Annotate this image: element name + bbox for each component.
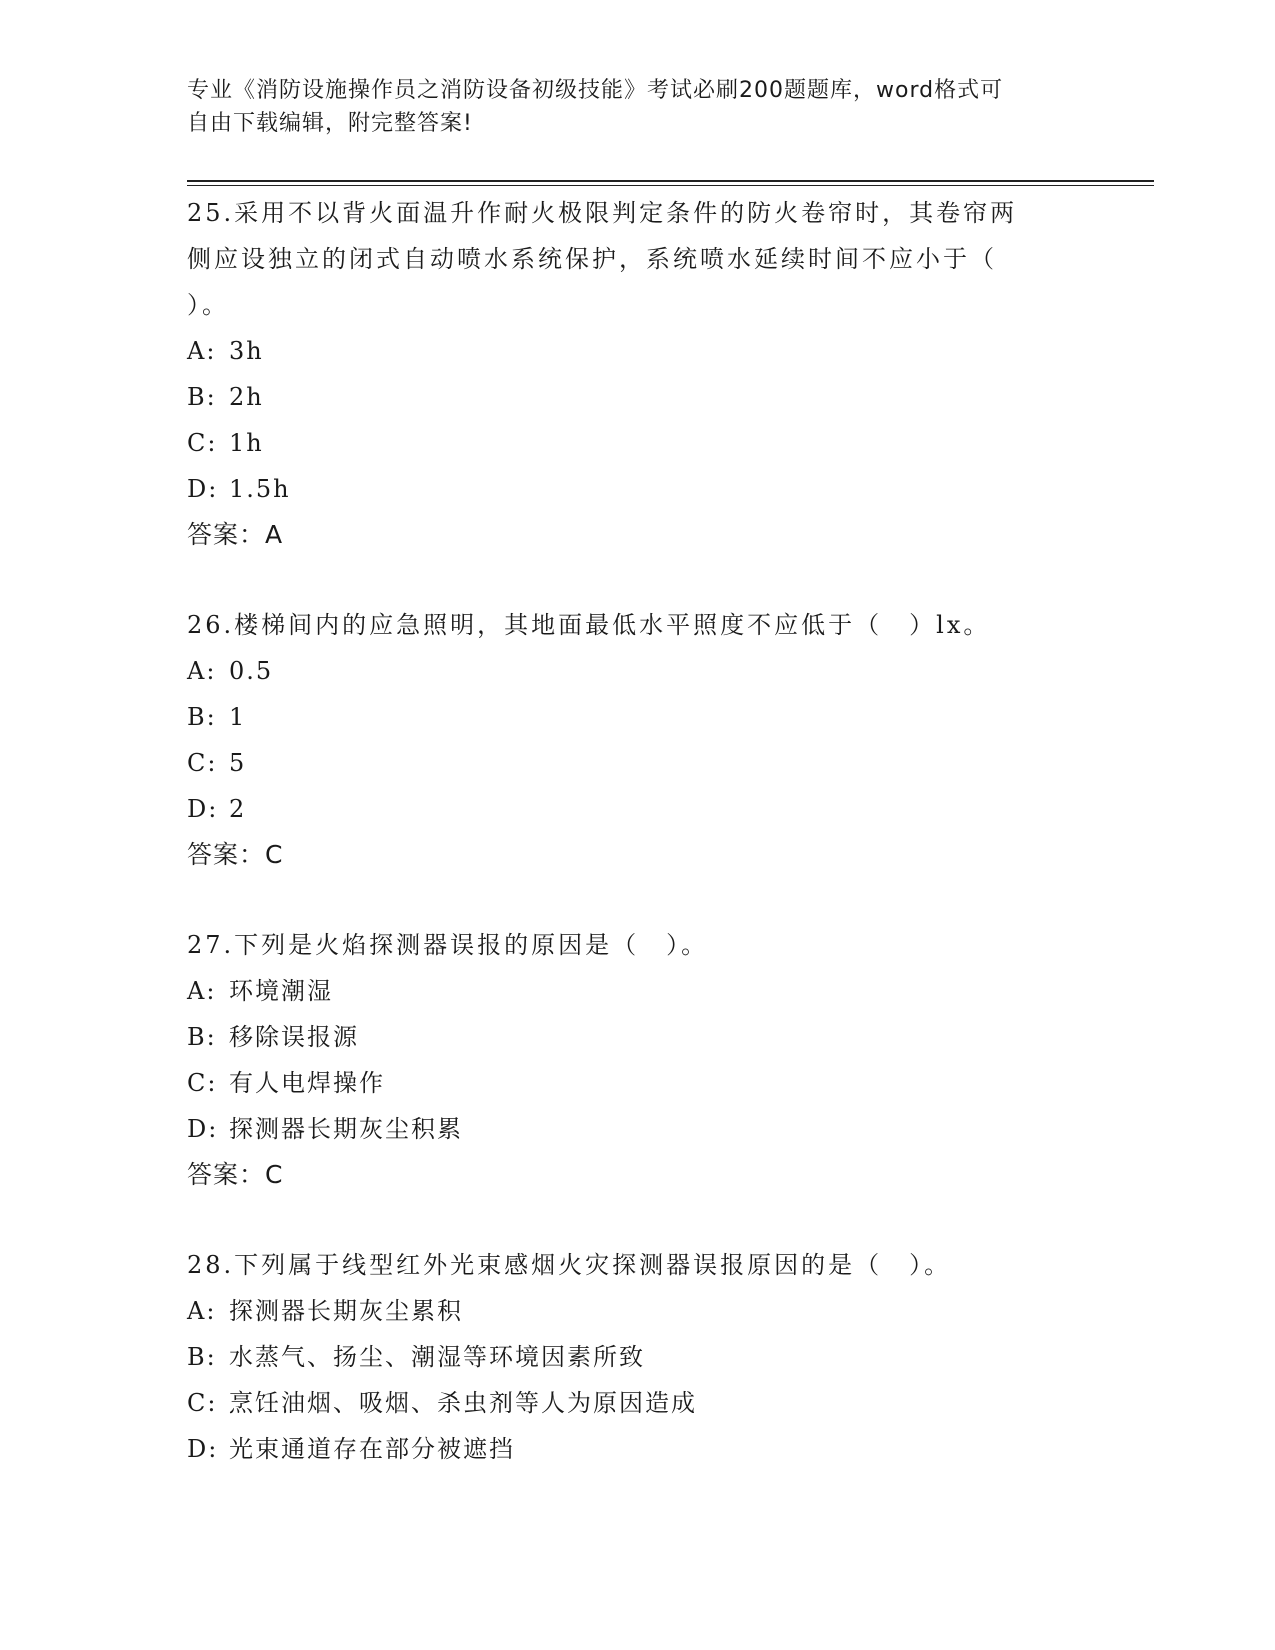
option-letter: C: [187, 749, 218, 777]
option-text: 2 [229, 795, 247, 823]
option-text: 有人电焊操作 [229, 1069, 385, 1097]
option-text: 1 [229, 703, 247, 731]
option-a [187, 968, 1087, 1014]
option-letter: D: [187, 1115, 219, 1143]
option-letter: B: [187, 1343, 217, 1371]
option-d [187, 1426, 1087, 1472]
option-letter: A: [187, 337, 217, 365]
option-a [187, 648, 1087, 694]
option-text: 5 [229, 749, 247, 777]
header-divider-thin [187, 185, 1154, 186]
document-header [187, 74, 1067, 140]
option-letter: D: [187, 795, 219, 823]
option-letter: D: [187, 1435, 219, 1463]
header-divider-thick [187, 180, 1154, 182]
option-d [187, 786, 1087, 832]
option-c [187, 420, 1087, 466]
option-a [187, 328, 1087, 374]
question-25 [187, 190, 1087, 558]
option-letter: C: [187, 1389, 218, 1417]
option-b [187, 694, 1087, 740]
option-letter: C: [187, 429, 218, 457]
header-line-2: 自由下载编辑，附完整答案! [187, 111, 473, 136]
question-stem-line: 26.楼梯间内的应急照明，其地面最低水平照度不应低于（ ）lx。 [187, 611, 991, 639]
option-c [187, 740, 1087, 786]
answer-line: 答案：C [187, 1160, 284, 1189]
option-a [187, 1288, 1087, 1334]
question-stem-line: 侧应设独立的闭式自动喷水系统保护，系统喷水延续时间不应小于（ [187, 245, 997, 273]
question-27 [187, 922, 1087, 1198]
option-text: 光束通道存在部分被遮挡 [229, 1435, 515, 1463]
question-28 [187, 1242, 1087, 1472]
option-text: 0.5 [229, 657, 274, 685]
option-c [187, 1380, 1087, 1426]
option-letter: C: [187, 1069, 218, 1097]
option-text: 环境潮湿 [229, 977, 333, 1005]
option-text: 移除误报源 [229, 1023, 359, 1051]
option-text: 1.5h [229, 475, 291, 503]
option-letter: D: [187, 475, 219, 503]
option-text: 2h [229, 383, 264, 411]
option-b [187, 1334, 1087, 1380]
question-stem-line: 28.下列属于线型红外光束感烟火灾探测器误报原因的是（ ）。 [187, 1251, 952, 1279]
answer-line: 答案：A [187, 520, 284, 549]
option-text: 探测器长期灰尘累积 [229, 1297, 463, 1325]
option-b [187, 1014, 1087, 1060]
option-letter: B: [187, 383, 217, 411]
option-b [187, 374, 1087, 420]
question-stem-line: 27.下列是火焰探测器误报的原因是（ ）。 [187, 931, 709, 959]
option-letter: A: [187, 1297, 217, 1325]
question-26 [187, 602, 1087, 878]
option-c [187, 1060, 1087, 1106]
question-stem-line: ）。 [187, 291, 229, 319]
option-letter: A: [187, 977, 217, 1005]
option-letter: A: [187, 657, 217, 685]
answer-line: 答案：C [187, 840, 284, 869]
option-letter: B: [187, 703, 217, 731]
question-list [187, 190, 1087, 1516]
option-d [187, 466, 1087, 512]
option-letter: B: [187, 1023, 217, 1051]
header-line-1: 专业《消防设施操作员之消防设备初级技能》考试必刷200题题库，word格式可 [187, 78, 1004, 103]
option-text: 3h [229, 337, 264, 365]
option-text: 水蒸气、扬尘、潮湿等环境因素所致 [229, 1343, 645, 1371]
option-d [187, 1106, 1087, 1152]
option-text: 1h [229, 429, 264, 457]
option-text: 探测器长期灰尘积累 [229, 1115, 463, 1143]
option-text: 烹饪油烟、吸烟、杀虫剂等人为原因造成 [229, 1389, 697, 1417]
question-stem-line: 25.采用不以背火面温升作耐火极限判定条件的防火卷帘时，其卷帘两 [187, 199, 1018, 227]
